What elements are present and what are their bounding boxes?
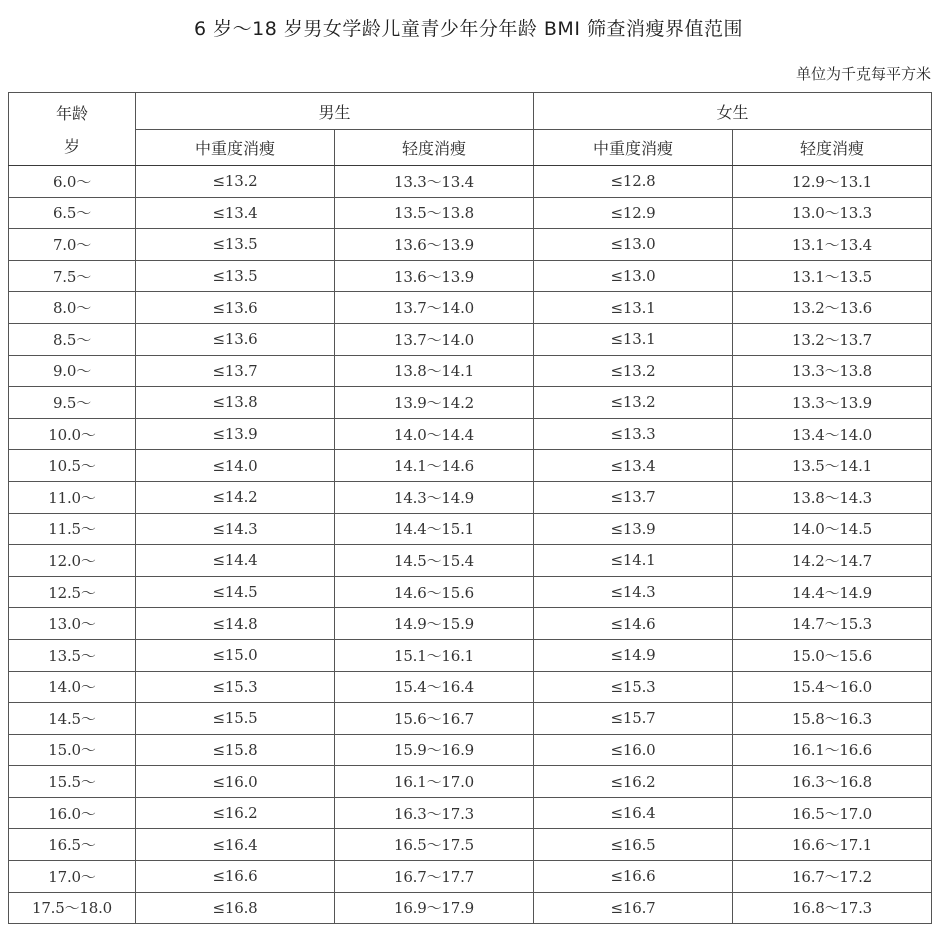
- female-severe-cell: ≤13.2: [534, 355, 733, 387]
- female-severe-cell: ≤15.7: [534, 703, 733, 735]
- table-row: [9, 639, 932, 671]
- female-mild-cell: 14.4～14.9: [733, 576, 932, 608]
- age-cell: 17.5～18.0: [9, 892, 136, 924]
- table-row: [9, 355, 932, 387]
- male-severe-cell: ≤13.8: [136, 387, 335, 419]
- female-severe-cell: ≤12.8: [534, 166, 733, 198]
- age-cell: 6.0～: [9, 166, 136, 198]
- table-row: [9, 166, 932, 198]
- female-mild-cell: 14.2～14.7: [733, 545, 932, 577]
- female-severe-cell: ≤12.9: [534, 197, 733, 229]
- female-severe-header: 中重度消瘦: [534, 130, 733, 166]
- male-severe-cell: ≤13.5: [136, 260, 335, 292]
- female-mild-cell: 13.3～13.8: [733, 355, 932, 387]
- age-cell: 7.0～: [9, 229, 136, 261]
- male-mild-cell: 16.7～17.7: [335, 861, 534, 893]
- male-severe-cell: ≤13.4: [136, 197, 335, 229]
- age-cell: 11.5～: [9, 513, 136, 545]
- female-severe-cell: ≤13.4: [534, 450, 733, 482]
- table-row: [9, 892, 932, 924]
- table-row: [9, 829, 932, 861]
- age-cell: 9.5～: [9, 387, 136, 419]
- age-cell: 13.5～: [9, 639, 136, 671]
- male-mild-cell: 16.1～17.0: [335, 766, 534, 798]
- female-severe-cell: ≤16.0: [534, 734, 733, 766]
- female-mild-cell: 13.0～13.3: [733, 197, 932, 229]
- age-cell: 16.0～: [9, 797, 136, 829]
- male-severe-cell: ≤14.2: [136, 481, 335, 513]
- table-row: [9, 797, 932, 829]
- female-mild-cell: 13.8～14.3: [733, 481, 932, 513]
- female-severe-cell: ≤13.1: [534, 292, 733, 324]
- age-cell: 14.5～: [9, 703, 136, 735]
- table-row: [9, 418, 932, 450]
- male-severe-cell: ≤13.9: [136, 418, 335, 450]
- female-severe-cell: ≤16.4: [534, 797, 733, 829]
- male-mild-cell: 15.1～16.1: [335, 639, 534, 671]
- male-severe-cell: ≤15.0: [136, 639, 335, 671]
- female-mild-cell: 15.4～16.0: [733, 671, 932, 703]
- male-group-header: 男生: [136, 93, 534, 130]
- male-mild-cell: 13.9～14.2: [335, 387, 534, 419]
- female-severe-cell: ≤16.7: [534, 892, 733, 924]
- age-cell: 16.5～: [9, 829, 136, 861]
- table-row: [9, 576, 932, 608]
- female-mild-cell: 13.4～14.0: [733, 418, 932, 450]
- male-severe-cell: ≤13.7: [136, 355, 335, 387]
- female-mild-cell: 16.3～16.8: [733, 766, 932, 798]
- female-mild-cell: 13.1～13.5: [733, 260, 932, 292]
- female-mild-cell: 13.2～13.6: [733, 292, 932, 324]
- age-cell: 8.0～: [9, 292, 136, 324]
- age-cell: 17.0～: [9, 861, 136, 893]
- age-cell: 10.5～: [9, 450, 136, 482]
- male-mild-cell: 14.6～15.6: [335, 576, 534, 608]
- male-mild-cell: 13.6～13.9: [335, 260, 534, 292]
- male-severe-cell: ≤14.5: [136, 576, 335, 608]
- female-severe-cell: ≤15.3: [534, 671, 733, 703]
- age-header-unit: 岁: [63, 137, 80, 156]
- bmi-screening-table: [8, 92, 932, 924]
- female-severe-cell: ≤13.0: [534, 229, 733, 261]
- female-mild-cell: 16.1～16.6: [733, 734, 932, 766]
- male-mild-cell: 13.7～14.0: [335, 323, 534, 355]
- male-severe-cell: ≤14.8: [136, 608, 335, 640]
- table-row: [9, 671, 932, 703]
- female-severe-cell: ≤13.7: [534, 481, 733, 513]
- age-cell: 12.5～: [9, 576, 136, 608]
- male-severe-cell: ≤16.2: [136, 797, 335, 829]
- header-row-subcolumns: [9, 130, 932, 166]
- male-mild-cell: 15.9～16.9: [335, 734, 534, 766]
- male-mild-cell: 13.3～13.4: [335, 166, 534, 198]
- male-severe-cell: ≤16.8: [136, 892, 335, 924]
- female-mild-cell: 13.5～14.1: [733, 450, 932, 482]
- female-mild-cell: 14.7～15.3: [733, 608, 932, 640]
- table-row: [9, 608, 932, 640]
- male-severe-header: 中重度消瘦: [136, 130, 335, 166]
- female-mild-cell: 16.6～17.1: [733, 829, 932, 861]
- age-cell: 6.5～: [9, 197, 136, 229]
- header-row-groups: [9, 93, 932, 130]
- female-severe-cell: ≤13.1: [534, 323, 733, 355]
- table-row: [9, 229, 932, 261]
- male-mild-cell: 14.5～15.4: [335, 545, 534, 577]
- female-severe-cell: ≤14.1: [534, 545, 733, 577]
- female-severe-cell: ≤13.9: [534, 513, 733, 545]
- age-cell: 11.0～: [9, 481, 136, 513]
- male-severe-cell: ≤16.0: [136, 766, 335, 798]
- male-mild-header: 轻度消瘦: [335, 130, 534, 166]
- age-cell: 12.0～: [9, 545, 136, 577]
- table-row: [9, 450, 932, 482]
- female-mild-header: 轻度消瘦: [733, 130, 932, 166]
- age-cell: 8.5～: [9, 323, 136, 355]
- unit-note: 单位为千克每平方米: [795, 65, 931, 83]
- table-row: [9, 292, 932, 324]
- male-mild-cell: 14.4～15.1: [335, 513, 534, 545]
- female-mild-cell: 14.0～14.5: [733, 513, 932, 545]
- female-mild-cell: 16.5～17.0: [733, 797, 932, 829]
- table-row: [9, 513, 932, 545]
- table-body: [9, 166, 932, 924]
- male-mild-cell: 16.9～17.9: [335, 892, 534, 924]
- female-severe-cell: ≤16.2: [534, 766, 733, 798]
- male-severe-cell: ≤15.8: [136, 734, 335, 766]
- male-severe-cell: ≤13.5: [136, 229, 335, 261]
- male-mild-cell: 15.6～16.7: [335, 703, 534, 735]
- male-severe-cell: ≤13.6: [136, 292, 335, 324]
- age-cell: 7.5～: [9, 260, 136, 292]
- male-mild-cell: 14.3～14.9: [335, 481, 534, 513]
- female-severe-cell: ≤13.2: [534, 387, 733, 419]
- female-severe-cell: ≤14.9: [534, 639, 733, 671]
- female-mild-cell: 13.1～13.4: [733, 229, 932, 261]
- male-mild-cell: 16.3～17.3: [335, 797, 534, 829]
- female-group-header: 女生: [534, 93, 932, 130]
- male-mild-cell: 16.5～17.5: [335, 829, 534, 861]
- age-cell: 14.0～: [9, 671, 136, 703]
- age-column-header: [9, 93, 136, 166]
- male-mild-cell: 13.7～14.0: [335, 292, 534, 324]
- female-mild-cell: 16.8～17.3: [733, 892, 932, 924]
- table-row: [9, 323, 932, 355]
- table-row: [9, 734, 932, 766]
- male-severe-cell: ≤15.3: [136, 671, 335, 703]
- female-severe-cell: ≤14.6: [534, 608, 733, 640]
- table-row: [9, 766, 932, 798]
- document-title: 6 岁～18 岁男女学龄儿童青少年分年龄 BMI 筛查消瘦界值范围: [194, 18, 743, 40]
- male-severe-cell: ≤14.4: [136, 545, 335, 577]
- female-severe-cell: ≤16.6: [534, 861, 733, 893]
- male-severe-cell: ≤16.4: [136, 829, 335, 861]
- female-mild-cell: 15.8～16.3: [733, 703, 932, 735]
- table-row: [9, 481, 932, 513]
- male-mild-cell: 15.4～16.4: [335, 671, 534, 703]
- male-mild-cell: 13.8～14.1: [335, 355, 534, 387]
- female-severe-cell: ≤13.0: [534, 260, 733, 292]
- male-mild-cell: 13.5～13.8: [335, 197, 534, 229]
- male-mild-cell: 14.1～14.6: [335, 450, 534, 482]
- table-header: [9, 93, 932, 166]
- age-cell: 13.0～: [9, 608, 136, 640]
- male-mild-cell: 13.6～13.9: [335, 229, 534, 261]
- female-severe-cell: ≤16.5: [534, 829, 733, 861]
- female-severe-cell: ≤13.3: [534, 418, 733, 450]
- male-severe-cell: ≤16.6: [136, 861, 335, 893]
- table-row: [9, 387, 932, 419]
- female-severe-cell: ≤14.3: [534, 576, 733, 608]
- table-row: [9, 197, 932, 229]
- table-row: [9, 260, 932, 292]
- table-row: [9, 545, 932, 577]
- age-cell: 15.0～: [9, 734, 136, 766]
- age-cell: 15.5～: [9, 766, 136, 798]
- female-mild-cell: 13.2～13.7: [733, 323, 932, 355]
- age-cell: 9.0～: [9, 355, 136, 387]
- table-row: [9, 861, 932, 893]
- female-mild-cell: 16.7～17.2: [733, 861, 932, 893]
- female-mild-cell: 15.0～15.6: [733, 639, 932, 671]
- male-mild-cell: 14.0～14.4: [335, 418, 534, 450]
- age-cell: 10.0～: [9, 418, 136, 450]
- male-severe-cell: ≤14.0: [136, 450, 335, 482]
- female-mild-cell: 13.3～13.9: [733, 387, 932, 419]
- table-row: [9, 703, 932, 735]
- age-header-label: 年龄: [55, 104, 88, 123]
- male-severe-cell: ≤15.5: [136, 703, 335, 735]
- male-severe-cell: ≤13.2: [136, 166, 335, 198]
- male-mild-cell: 14.9～15.9: [335, 608, 534, 640]
- female-mild-cell: 12.9～13.1: [733, 166, 932, 198]
- male-severe-cell: ≤13.6: [136, 323, 335, 355]
- male-severe-cell: ≤14.3: [136, 513, 335, 545]
